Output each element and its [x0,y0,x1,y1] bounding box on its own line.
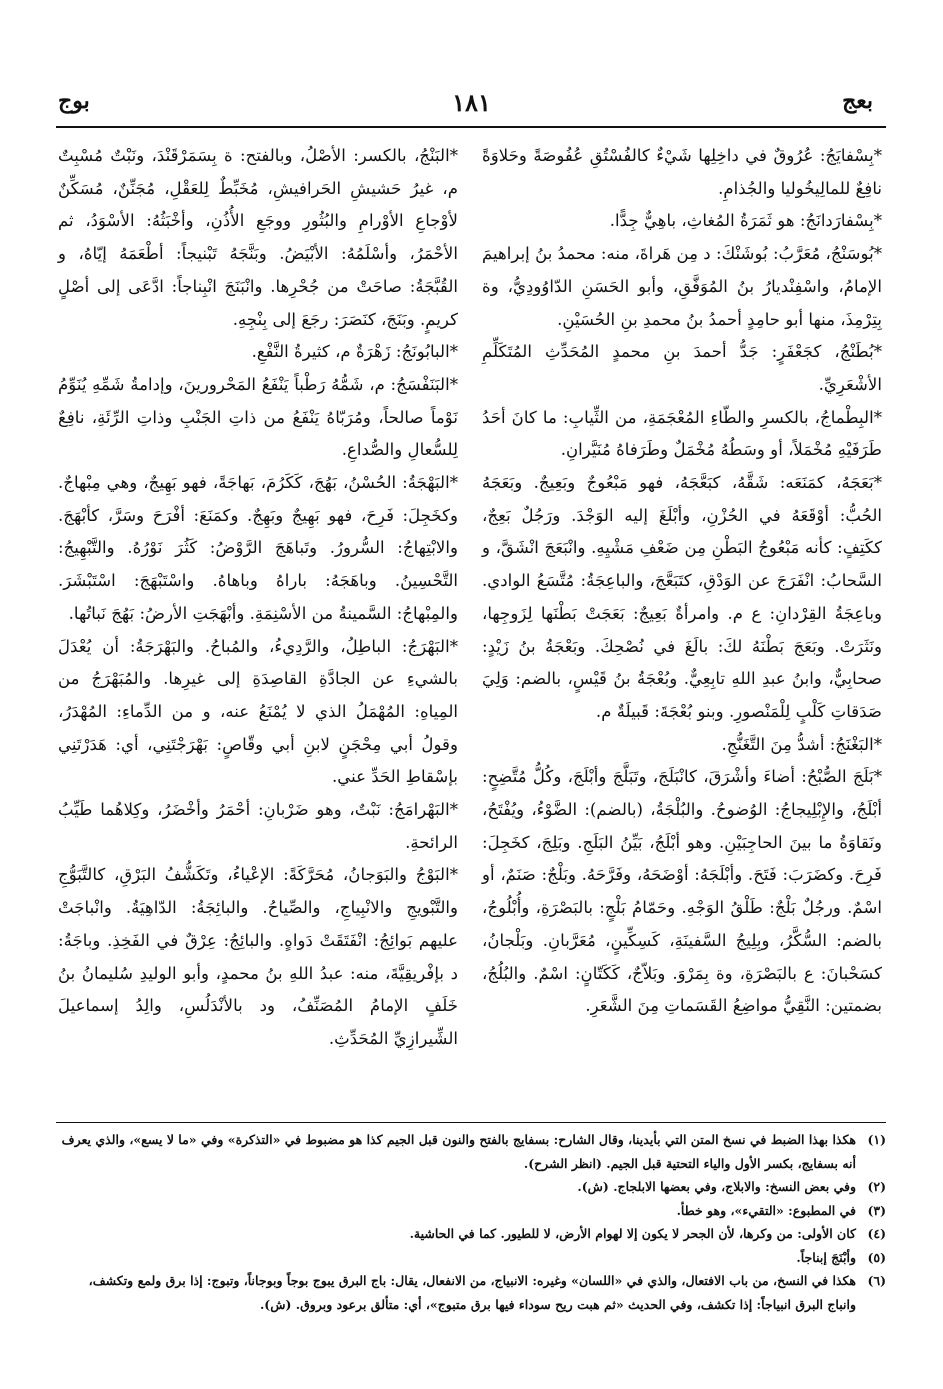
footnote-number: (٢) [867,1179,886,1194]
entry-busanj: *بُوسَنْجُ، مُعَرَّبُ: بُوشَنْكَ: د مِن هَراةَ، منه: محمدُ بنُ إبراهيمَ الإمامُ، واسْفِنْديارُ بنُ المُوَفَّقِ، وأبو الحَسَنِ الدّاوُودِيُّ، وة بِتِرْمِذَ، منها أبو حامِدٍ أحمدُ بنُ محمدِ بنِ الحُسَيْنِ. [482,244,882,329]
footnote-text: في المطبوع: «التقيء»، وهو خطأ. [676,1202,856,1218]
footnote-number: (١) [867,1132,886,1147]
entry-banj: *البَنْجُ، بالكسر: الأصْلُ، وبالفتح: ة بِسَمَرْقَنْدَ، ونَبْتٌ مُسْبِتٌ م، غيرُ حَشيشِ الحَرافيشِ، مُخَبِّطٌ لِلعَقْلِ، مُجَنِّنٌ، مُسَكِّنٌ لأوْجاعِ الأوْرامِ والبُثُورِ ووجَعِ الأُذُنِ، وأخْبَثُهُ: الأسْوَدُ، ثم الأحْمَرُ، وأسْلَمُهُ: الأبْيَضُ. وبَنَّجَهُ تَبْنيجاً: أطْعَمَهُ إيّاهُ، و القُبَّجَةُ: صاحَتْ من جُحْرِها. وانْبَنَجَ انْبِناجاً: ادَّعَى إلى أصْلٍ كريمٍ. وبَنَجَ، كنَصَرَ: رجَعَ إلى بِنْجِهِ. [58,146,458,329]
entry-bahraj: *البَهْرَجُ: الباطِلُ، والرَّدِيءُ، والمُباحُ. والبَهْرَجَةُ: أن يُعْدَلَ بالشيءِ عن الجادَّةِ القاصِدَةِ إلى غيرِها. والمُبَهْرَجُ من المِياهِ: المُهْمَلُ الذي لا يُمْنَعُ عنه، و من الدِّماءِ: المُهْدَرُ، وقولُ أبي مِحْجَنٍ لابنِ أبي وقّاصٍ: بَهْرَجْتَنِي، أي: هَدَرْتَنِي بإسْقاطِ الحَدِّ عني. [58,636,458,787]
footnote-number: (٥) [867,1249,886,1265]
footnote-number: (٦) [867,1273,886,1288]
entry-babunaj: *البابُونَجُ: زَهْرَةٌ م، كثيرةُ النَّفْعِ. [251,342,458,362]
page-number: ١٨١ [452,88,491,117]
footnote-text: كان الأولى: من وكرها، لأن الجحر لا يكون إلا لهوام الأرض، لا للطيور. كما في الحاشية. [409,1226,856,1241]
footnote [58,1175,886,1199]
footnote-number: (٤) [867,1226,886,1241]
running-title-right: بعج [842,88,873,114]
entry-balaja: *بَلَجَ الصُّبْحُ: أضاءَ وأشْرَقَ، كانْبَلَجَ، وتَبَلَّجَ وأبْلَجَ، وكُلُّ مُتَّضِحٍ: أبْلَجُ، والإِبْلِيجاجُ: الوُضوحُ. والبُلْجَةُ، (بالضم): الضَّوْءُ، ويُفْتَحُ، ونَقاوَةُ ما بينَ الحاجِبَيْنِ. وهو أبْلَجُ، بَيِّنُ البَلَجِ. وبَلِجَ، كخَجِلَ: فَرِحَ. وكضَرَبَ: فَتَحَ. وأبْلَجَهُ: أوْضَحَهُ، وفَرَّحَهُ. وبَلْجٌ: صَنَمٌ، أو اسْمٌ. ورجُلٌ بَلْجٌ: طَلْقُ الوَجْهِ. وحَمّامُ بَلْجٍ: بالبَصْرَةِ، وأُبْلُوجُ، بالضم: السُّكَّرُ، وبِلِيجُ السَّفينَةِ، كَسِكِّينٍ، مُعَرَّبانِ. وبَلْجانُ، كسَحْبانَ: ع بالبَصْرَةِ، وة بِمَرْوَ. وبَلاّجٌ، كَكَتّانٍ: اسْمٌ. والبُلُجُ، بضمتين: النَّقِيُّ مواضِعُ القَسَماتِ مِنَ الشَّعَرِ. [482,767,882,1016]
entry-bawj: *البَوْجُ والبَوَجانُ، مُحَرَّكَةً: الإعْياءُ، وتَكَشُّفُ البَرْقِ، كالتَّبَوُّجِ والتَّبْويجِ والانْبِياجِ، والصِّياحُ. والبائِجَةُ: الدّاهِيَةُ. وانْباجَتْ عليهم بَوائِجُ: انْفَتَقَتْ دَواهٍ. والبائِجُ: عِرْقٌ في الفَخِذِ. وباجَةُ: د بإفْريقِيَّةَ، منه: عبدُ اللهِ بنُ محمدٍ، وأبو الوليدِ سُليمانُ بنُ خَلَفٍ الإمامُ المُصَنِّفُ، ود بالأنْدَلُسِ، والِدُ إسماعيلَ الشِّيرازِيِّ المُحَدِّثِ. [58,865,458,1048]
footnote [58,1222,886,1246]
footnote-text: هكذا في النسخ، من باب الافتعال، والذي في «اللسان» وغيره: الانبياج، من الانفعال، يقال: باج البرق يبوج بوجاً وبوجاناً، وتبوج: إذا برق ولمع وتكشف، وانباج البرق انبياجاً: إذا تكشف، وفي الحديث «ثم هبت ريح سوداء فيها برق متبوج»، أي: متألق برعود وبروق. (ش). [88,1273,856,1312]
entry-baaja: *بَعَجَهُ، كمَنَعَه: شَقَّهُ، كبَعَّجَهُ، فهو مَبْعُوجٌ وبَعِيجٌ. وبَعَجَهُ الحُبُّ: أوْقَعَهُ في الحُزْنِ، وأبْلَغَ إليه الوَجْدَ. ورَجُلٌ بَعِجٌ، ككَتِفٍ: كأنه مَبْعُوجُ البَطْنِ مِن ضَعْفِ مَشْيِهِ. وانْبَعَجَ انْشَقَّ، و السَّحابُ: انْفَرَجَ عن الوَدْقِ، كتَبَعَّجَ، والباعِجَةُ: مُتَّسَعُ الوادي. وباعِجَةُ القِرْدانِ: ع م. وامرأةٌ بَعِيجٌ: بَعَجَتْ بَطْنَها لِزَوجِها، ونَثَرَتْ. وبَعَجَ بَطْنَهُ لكَ: بالَغَ في نُصْحِكَ. وبَعْجَةُ بنُ زَيْدٍ: صحابِيٌّ، وابنُ عبدِ اللهِ تابِعِيٌّ. وبُعْجَةُ بنُ قَيْسٍ، بالضم: وَلِيَ صَدَقاتِ كَلْبٍ لِلْمَنْصورِ. وبنو بُعْجَةَ: قَبيلَةٌ م. [482,473,882,721]
entry-banafsaj: *البَنَفْسَجُ: م، شَمُّهُ رَطْباً يَنْفَعُ المَحْرورينَ، وإدامةُ شَمِّهِ يُنَوِّمُ نَوْماً صالحاً، ومُرَبّاهُ يَنْفَعُ من ذاتِ الجَنْبِ وذاتِ الرِّئَةِ، نافِعٌ لِلسُّعالِ والصُّداعِ. [58,374,458,460]
left-text-column [58,140,458,1056]
footnote-text: هكذا بهذا الضبط في نسخ المتن التي بأيدينا، وقال الشارح: بسفايج بالفتح والنون قبل الجيم كذا هو مضبوط في «التذكرة» وفي «ما لا يسع»، والذي يعرف أنه بسفايج، بكسر الأول والياء التحتية قبل الجيم. (انظر الشرح). [61,1132,856,1171]
entry-bitmaj: *البِطْماجُ، بالكسرِ والطّاءِ المُعْجَمَةِ، من الثِّيابِ: ما كانَ أحَدُ طَرَفَيْهِ مُخْمَلاً، أو وسَطُهُ مُخْمَلٌ وطَرَفاهُ مُنَيَّرانِ. [482,407,882,460]
footnote-text: وأبْنَجَ إبناجاً. [796,1249,856,1265]
footnote [58,1269,886,1316]
footnote [58,1199,886,1223]
footnote [58,1128,886,1175]
entry-bisfaradanaj: *بِسْفارَدانَجُ: هو ثَمَرَةُ المُغاثِ، باهِيٌّ جِدًّا. [609,211,882,231]
footnotes [58,1128,886,1316]
entry-bahja: *البَهْجَةُ: الحُسْنُ، بَهُجَ، كَكَرُمَ، بَهاجَةً، فهو بَهِيجٌ، وهي مِبْهاجٌ. وكخَجِلَ: فَرِحَ، فهو بَهِيجٌ وبَهِجٌ. وكمَنَعَ: أفْرَحَ وسَرَّ، كأبْهَجَ. والابْتِهاجُ: السُّرورُ. وتَباهَجَ الرَّوْضُ: كَثُرَ نَوْرُهُ. والتَّبْهِيجُ: التَّحْسِينُ. وباهَجَهُ: باراهُ وباهاهُ. واسْتَبْهَجَ: اسْتَبْشَرَ. والمِبْهاجُ: السَّمينةُ من الأسْنِمَةِ. وأبْهَجَتِ الأرضُ: بَهُجَ نَباتُها. [58,473,458,623]
running-title-left: بوج [58,88,90,114]
footnote [58,1246,886,1270]
footnote-rule [56,1122,886,1123]
entry-butanj: *بُطَنْجُ، كجَعْفَرٍ: جَدُّ أحمدَ بنِ محمدٍ المُحَدِّثِ المُتَكَلِّمِ الأشْعَرِيِّ. [482,342,882,394]
header-rule [56,126,886,128]
entry-baghnaj: *البَغْنَجُ: أشدُّ مِنَ التَّغَنُّجِ. [721,734,882,754]
footnote-number: (٣) [867,1202,886,1218]
entry-bisfayaj: *بِسْفايَجُ: عُرُوقٌ في داخِلِها شَيْءٌ كالفُسْتُقِ عُفُوصَةً وحَلاوَةً نافِعٌ للمالِيخُوليا والجُذامِ. [482,146,882,198]
entry-bahramaj: *البَهْرامَجُ: نَبْتٌ، وهو ضَرْبانِ: أحْمَرُ وأخْضَرُ، وكِلاهُما طَيِّبُ الرائحةِ. [58,800,458,852]
right-text-column [482,140,882,1023]
footnote-text: وفي بعض النسخ: والابلاج، وفي بعضها الابلجاج. (ش). [577,1179,856,1194]
